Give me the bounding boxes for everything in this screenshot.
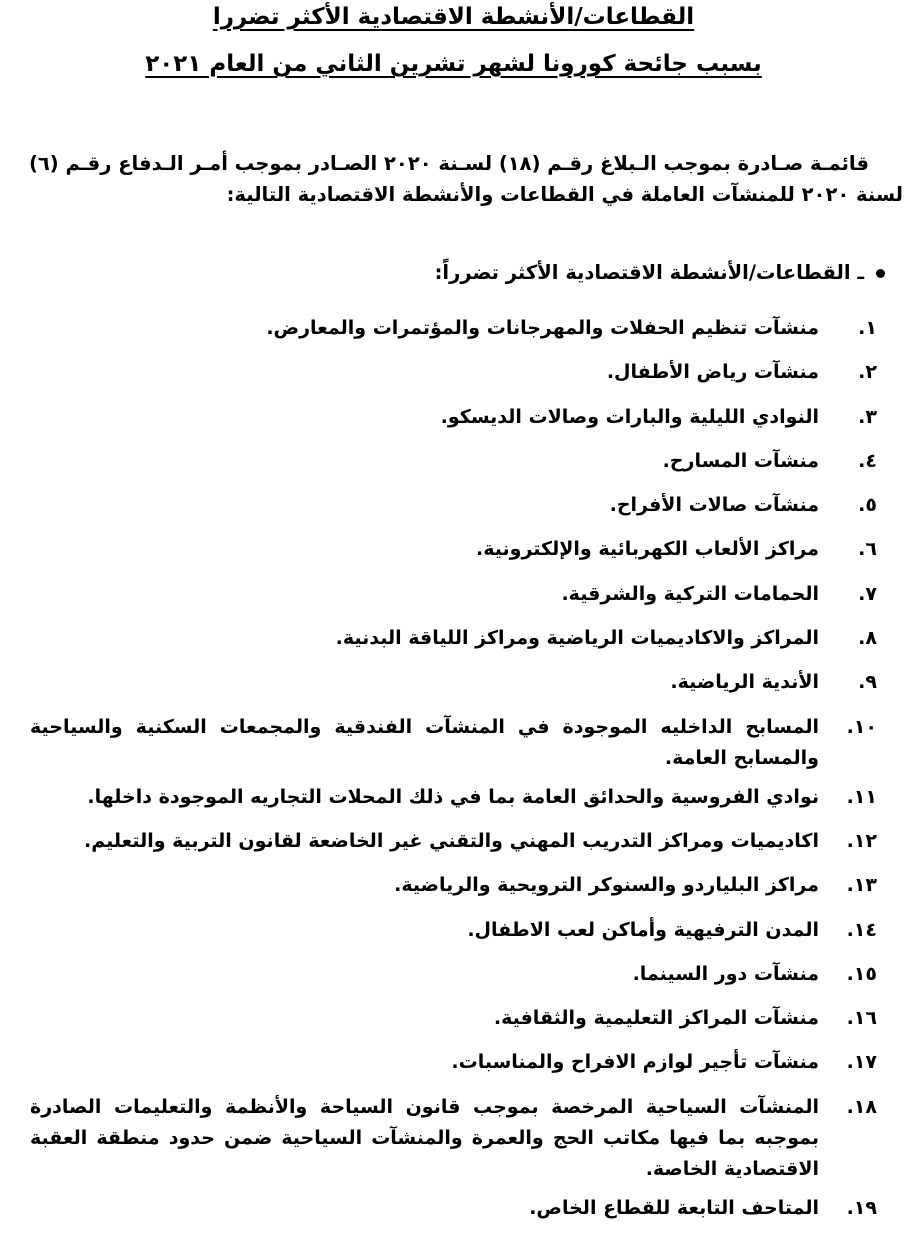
list-item-text: منشآت دور السينما.: [632, 962, 819, 985]
list-item: [30, 446, 877, 476]
list-item-number: ١.: [858, 317, 877, 339]
section-heading: [435, 258, 885, 288]
list-item: [30, 915, 877, 945]
list-item-number: ١١.: [846, 785, 877, 808]
list-item-number: ٨.: [858, 627, 877, 650]
list-item-number: ٣.: [858, 405, 877, 428]
list-item: [30, 402, 877, 432]
list-item-text: منشآت تأجير لوازم الافراح والمناسبات.: [451, 1051, 819, 1074]
list-item: [30, 1193, 877, 1223]
section-heading-text: ـ القطاعات/الأنشطة الاقتصادية الأكثر تضرراً:: [434, 261, 864, 284]
list-item-number: ٥.: [858, 494, 877, 517]
list-item-number: ٧.: [858, 582, 877, 605]
list-item-number: ١٧.: [846, 1051, 877, 1074]
list-item: [30, 1003, 877, 1033]
list-item: [30, 490, 877, 520]
list-item-number: ١٢.: [846, 829, 877, 852]
list-item-text: منشآت صالات الأفراح.: [609, 494, 819, 517]
list-item-text: مراكز الألعاب الكهربائية والإلكترونية.: [476, 538, 819, 561]
intro-line-2: لسنة ٢٠٢٠ للمنشآت العاملة في القطاعات والأنشطة الاقتصادية التالية:: [226, 183, 903, 206]
list-item-number: ١٦.: [846, 1007, 877, 1030]
list-item-text: المتاحف التابعة للقطاع الخاص.: [529, 1196, 819, 1219]
list-item-text: الحمامات التركية والشرقية.: [561, 582, 819, 605]
list-item-text: نوادي الفروسية والحدائق العامة بما في ذلك المحلات التجاريه الموجودة داخلها.: [87, 785, 819, 808]
list-item-number: ١٩.: [846, 1196, 877, 1219]
list-item-number: ١٥.: [846, 962, 877, 985]
list-item: [30, 782, 877, 812]
document-subtitle: بسبب جائحة كورونا لشهر تشرين الثاني من العام ٢٠٢١: [145, 51, 762, 77]
list-item: [30, 1047, 877, 1077]
list-item: [30, 1092, 877, 1185]
list-item-text: المنشآت السياحية المرخصة بموجب قانون السياحة والأنظمة والتعليمات الصادرة بموجبه بما فيها مكاتب الحج والعمرة والمنشآت السياحية ضمن حدود منطقة العقبة الاقتصادية الخاصة.: [30, 1095, 819, 1180]
list-item-number: ١٠.: [846, 715, 877, 738]
list-item-number: ٢.: [858, 361, 877, 384]
list-item-text: منشآت رياض الأطفال.: [606, 361, 819, 384]
list-item-number: ١٨.: [846, 1095, 877, 1118]
document-title: القطاعات/الأنشطة الاقتصادية الأكثر تضررا: [212, 4, 695, 30]
intro-line-1: قائمـة صـادرة بموجب الـبلاغ رقـم (١٨) لسـنة ٢٠٢٠ الصـادر بموجب أمـر الـدفاع رقـم (٦): [28, 152, 869, 175]
list-item-number: ٤.: [858, 449, 877, 472]
list-item-text: المسابح الداخليه الموجودة في المنشآت الفندقية والمجمعات السكنية والسياحية والمسابح العامة.: [30, 715, 819, 769]
list-item: [30, 826, 877, 856]
list-item: [30, 534, 877, 564]
list-item: [30, 623, 877, 653]
list-item-number: ١٣.: [846, 874, 877, 897]
list-item-text: اكاديميات ومراكز التدريب المهني والتقني غير الخاضعة لقانون التربية والتعليم.: [84, 829, 819, 852]
list-item-text: منشآت تنظيم الحفلات والمهرجانات والمؤتمرات والمعارض.: [266, 317, 819, 339]
list-item-number: ٩.: [858, 671, 877, 694]
list-item-text: مراكز البلياردو والسنوكر الترويحية والرياضية.: [394, 874, 819, 897]
list-item-number: ٦.: [858, 538, 877, 561]
list-item-text: النوادي الليلية والبارات وصالات الديسكو.: [440, 405, 819, 428]
list-item: [30, 959, 877, 989]
sectors-list: [30, 313, 877, 1237]
list-item-text: المدن الترفيهية وأماكن لعب الاطفال.: [467, 918, 819, 941]
list-item: [30, 870, 877, 900]
list-item-number: ١٤.: [846, 918, 877, 941]
list-item-text: منشآت المسارح.: [662, 449, 819, 472]
list-item: [30, 579, 877, 609]
intro-paragraph: [0, 148, 903, 210]
list-item: [30, 667, 877, 697]
bullet-icon: [876, 269, 885, 278]
list-item: [30, 712, 877, 774]
list-item: [30, 313, 877, 343]
list-item: [30, 357, 877, 387]
list-item-text: الأندية الرياضية.: [670, 671, 819, 694]
list-item-text: منشآت المراكز التعليمية والثقافية.: [493, 1007, 819, 1030]
list-item-text: المراكز والاكاديميات الرياضية ومراكز اللياقة البدنية.: [335, 627, 819, 650]
